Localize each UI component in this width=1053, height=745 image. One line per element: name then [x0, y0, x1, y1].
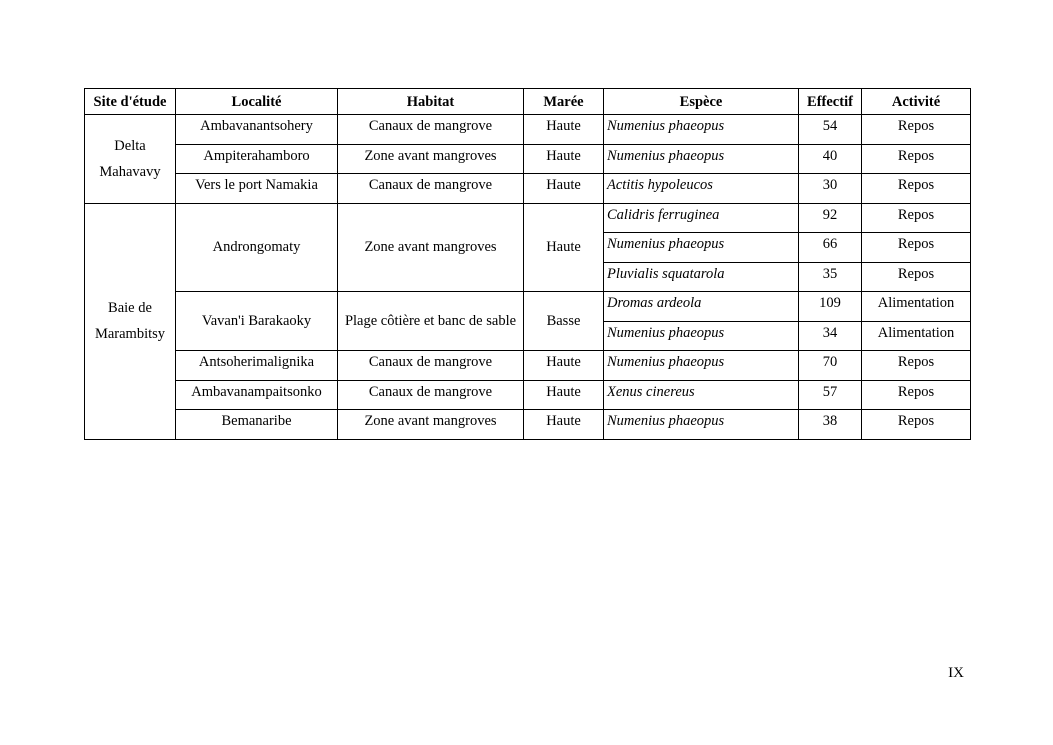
locality-cell: Ampiterahamboro	[176, 144, 338, 174]
tide-cell: Haute	[524, 351, 604, 381]
tide-cell: Haute	[524, 410, 604, 440]
locality-cell: Antsoherimalignika	[176, 351, 338, 381]
table-row	[85, 410, 971, 440]
species-cell: Numenius phaeopus	[604, 321, 799, 351]
table-row	[85, 115, 971, 145]
tide-cell: Haute	[524, 203, 604, 292]
habitat-cell: Canaux de mangrove	[338, 380, 524, 410]
header-row	[85, 89, 971, 115]
activity-cell: Repos	[862, 410, 971, 440]
observation-table	[84, 88, 971, 440]
table-row	[85, 203, 971, 233]
locality-cell: Vavan'i Barakaoky	[176, 292, 338, 351]
activity-cell: Repos	[862, 144, 971, 174]
locality-cell: Vers le port Namakia	[176, 174, 338, 204]
site-name: Delta Mahavavy	[99, 137, 161, 180]
count-cell: 57	[799, 380, 862, 410]
activity-cell: Alimentation	[862, 321, 971, 351]
habitat-cell: Canaux de mangrove	[338, 115, 524, 145]
habitat-cell: Zone avant mangroves	[338, 144, 524, 174]
locality-cell: Ambavanantsohery	[176, 115, 338, 145]
species-cell: Numenius phaeopus	[604, 115, 799, 145]
table-row	[85, 351, 971, 381]
tide-cell: Haute	[524, 144, 604, 174]
species-cell: Numenius phaeopus	[604, 410, 799, 440]
count-cell: 109	[799, 292, 862, 322]
locality-cell: Bemanaribe	[176, 410, 338, 440]
column-header-species: Espèce	[604, 89, 799, 115]
species-cell: Numenius phaeopus	[604, 233, 799, 263]
table-row	[85, 174, 971, 204]
count-cell: 34	[799, 321, 862, 351]
activity-cell: Repos	[862, 115, 971, 145]
count-cell: 70	[799, 351, 862, 381]
table-body	[85, 115, 971, 440]
column-header-habitat: Habitat	[338, 89, 524, 115]
table-row	[85, 380, 971, 410]
count-cell: 38	[799, 410, 862, 440]
species-cell: Dromas ardeola	[604, 292, 799, 322]
tide-cell: Haute	[524, 115, 604, 145]
habitat-cell: Canaux de mangrove	[338, 351, 524, 381]
column-header-count: Effectif	[799, 89, 862, 115]
habitat-cell: Plage côtière et banc de sable	[338, 292, 524, 351]
column-header-locality: Localité	[176, 89, 338, 115]
count-cell: 92	[799, 203, 862, 233]
tide-cell: Basse	[524, 292, 604, 351]
table-row	[85, 292, 971, 322]
species-cell: Numenius phaeopus	[604, 351, 799, 381]
species-cell: Actitis hypoleucos	[604, 174, 799, 204]
habitat-cell: Zone avant mangroves	[338, 410, 524, 440]
tide-cell: Haute	[524, 174, 604, 204]
locality-cell: Androngomaty	[176, 203, 338, 292]
count-cell: 40	[799, 144, 862, 174]
activity-cell: Alimentation	[862, 292, 971, 322]
habitat-cell: Canaux de mangrove	[338, 174, 524, 204]
table-header	[85, 89, 971, 115]
table-row	[85, 144, 971, 174]
count-cell: 35	[799, 262, 862, 292]
species-cell: Numenius phaeopus	[604, 144, 799, 174]
activity-cell: Repos	[862, 233, 971, 263]
count-cell: 66	[799, 233, 862, 263]
activity-cell: Repos	[862, 262, 971, 292]
count-cell: 30	[799, 174, 862, 204]
site-name: Baie de Marambitsy	[94, 300, 166, 342]
count-cell: 54	[799, 115, 862, 145]
site-cell	[85, 115, 176, 204]
species-cell: Xenus cinereus	[604, 380, 799, 410]
activity-cell: Repos	[862, 380, 971, 410]
site-cell	[85, 203, 176, 439]
habitat-cell: Zone avant mangroves	[338, 203, 524, 292]
page-number: IX	[948, 665, 964, 681]
tide-cell: Haute	[524, 380, 604, 410]
activity-cell: Repos	[862, 351, 971, 381]
species-cell: Pluvialis squatarola	[604, 262, 799, 292]
column-header-tide: Marée	[524, 89, 604, 115]
activity-cell: Repos	[862, 174, 971, 204]
species-cell: Calidris ferruginea	[604, 203, 799, 233]
column-header-site: Site d'étude	[85, 89, 176, 115]
activity-cell: Repos	[862, 203, 971, 233]
column-header-activity: Activité	[862, 89, 971, 115]
locality-cell: Ambavanampaitsonko	[176, 380, 338, 410]
